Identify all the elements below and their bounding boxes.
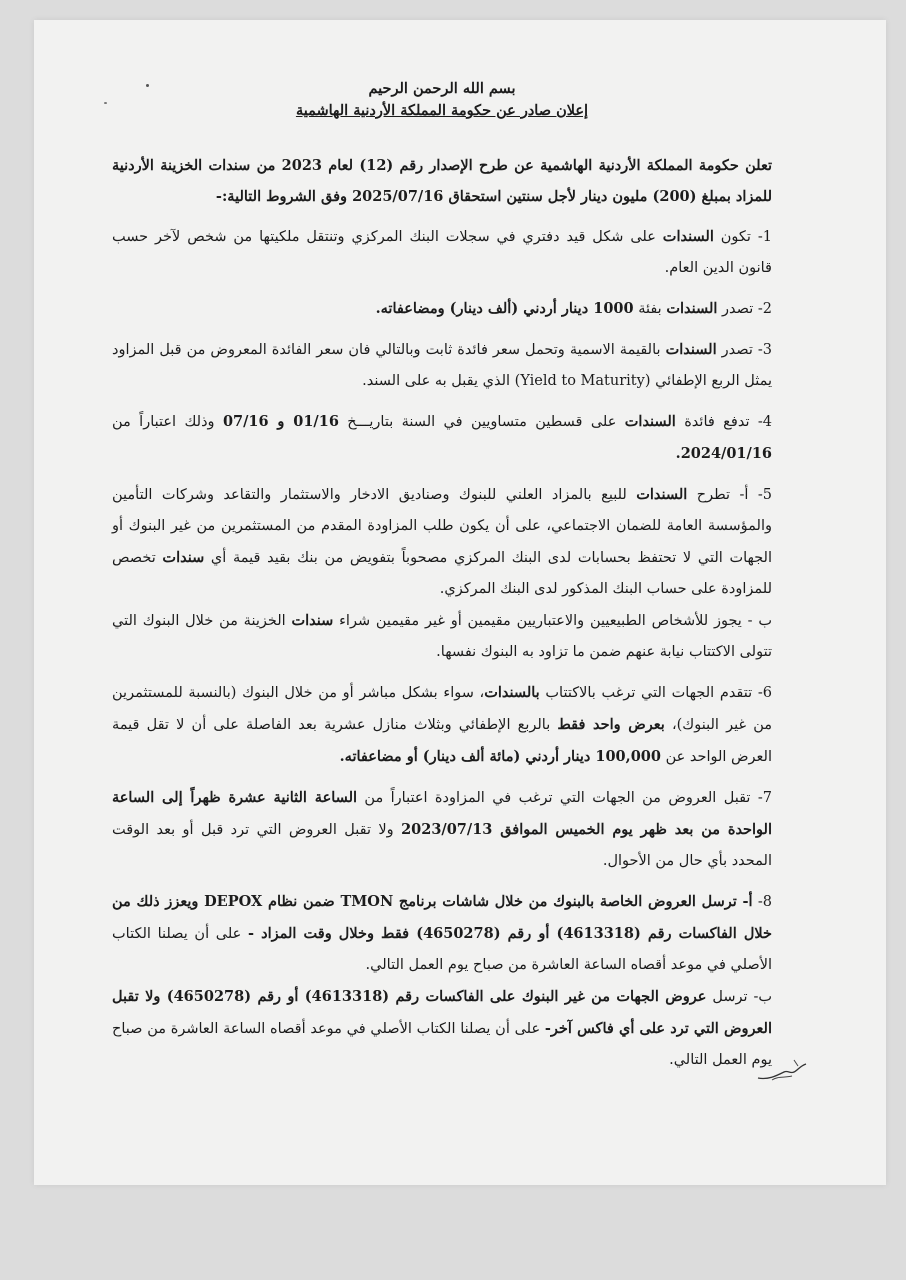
condition-item-2 (112, 293, 772, 325)
item-text-bold: سندات (162, 549, 205, 566)
item-text-bold: 01/16 و 07/16 (222, 413, 339, 430)
item-text: تدفع فائدة (675, 414, 750, 430)
item-number: 2- (753, 301, 772, 317)
item-number: 6- (752, 685, 772, 701)
item-text-bold: السندات (636, 486, 688, 503)
item-text-bold: السندات (665, 341, 717, 358)
item-text: على قسطين متساويين في السنة بتاريـــخ (338, 414, 625, 430)
item-text-bold: بعرض واحد فقط (557, 716, 665, 733)
item-text-bold: السندات (624, 413, 676, 430)
item-number: 4- (749, 414, 772, 430)
item-text: بالربع الإطفائي وبثلاث منازل عشرية بعد الفاصلة على أن لا تقل قيمة العرض الواحد عن (112, 717, 772, 765)
condition-item-8-b (112, 981, 772, 1076)
item-text: تكون (713, 229, 751, 245)
item-text: بالقيمة الاسمية وتحمل سعر فائدة ثابت وبالتالي فان سعر الفائدة المعروض من قبل المزاود يمثل الربع الإطفائي (Yield to Maturity) الذي يقبل به على السند. (112, 342, 772, 389)
item-number: 5- (748, 487, 773, 503)
item-number: 3- (752, 342, 772, 358)
announcement-body (112, 78, 772, 1076)
condition-item-1 (112, 221, 772, 284)
item-text: أ- تطرح (687, 487, 749, 503)
item-number: 8- (752, 894, 772, 910)
item-text-bold: عروض الجهات من غير البنوك على الفاكسات رقم (4613318) أو رقم (4650278) ولا تقبل العروض التي ترد على أي فاكس آخر- (112, 988, 772, 1037)
item-text: وذلك اعتباراً من (112, 414, 223, 430)
item-number: 7- (750, 790, 772, 806)
item-text: تقبل العروض من الجهات التي ترغب في المزاودة اعتباراً من (357, 790, 751, 806)
item-text-bold: الساعة الثانية عشرة ظهراً إلى الساعة الواحدة من بعد ظهر يوم الخميس الموافق 2023/07/13 (112, 789, 772, 838)
item-text-bold: 1000 دينار أردني (ألف دينار) ومضاعفاته. (375, 300, 634, 317)
intro-paragraph: تعلن حكومة المملكة الأردنية الهاشمية عن طرح الإصدار رقم (12) لعام 2023 من سندات الخزينة الأردنية للمزاد بمبلغ (200) مليون دينار لأجل سنتين استحقاق 2025/07/16 وفق الشروط التالية:- (112, 157, 773, 205)
item-text-bold: 2024/01/16. (675, 445, 772, 462)
item-text: ولا تقبل العروض التي ترد قبل أو بعد الوقت المحدد بأي حال من الأحوال. (112, 822, 772, 869)
item-number: 1- (750, 229, 773, 245)
item-text: ، سواء بشكل مباشر أو من خلال البنوك (بالنسبة للمستثمرين من غير البنوك)، (112, 685, 772, 733)
item-text: تصدر (717, 301, 754, 317)
item-text: على شكل قيد دفتري في سجلات البنك المركزي وتنتقل ملكيتها من شخص لآخر حسب قانون الدين العام. (112, 229, 772, 276)
item-text-bold: السندات (662, 228, 714, 245)
document-page (34, 20, 886, 1185)
condition-item-4 (112, 406, 772, 470)
item-text: تخصص للمزاودة على حساب البنك المذكور لدى البنك المركزي. (112, 550, 772, 597)
item-text-bold: 100,000 دينار أردني (مائة ألف دينار) أو مضاعفاته. (339, 748, 661, 765)
item-text: تتقدم الجهات التي ترغب بالاكتتاب (539, 685, 753, 701)
document-header (112, 78, 772, 122)
item-text: على أن يصلنا الكتاب الأصلي في موعد أقصاه الساعة العاشرة من صباح يوم العمل التالي. (112, 926, 772, 973)
condition-item-7 (112, 782, 772, 877)
item-text-bold: السندات (666, 300, 718, 317)
condition-item-5-b (112, 605, 772, 668)
item-text-bold: أ- ترسل العروض الخاصة بالبنوك من خلال شاشات برنامج TMON ضمن نظام DEPOX ويعزز ذلك من خلال الفاكسات رقم (4613318) أو رقم (4650278) فقط وخلال وقت المزاد - (112, 893, 772, 942)
item-text: للبيع بالمزاد العلني للبنوك وصناديق الادخار والاستثمار والتقاعد وشركات التأمين والمؤسسة العامة للضمان الاجتماعي، على أن يكون طلب المزاودة المقدم من المستثمرين من غير البنوك أو الجهات التي لا تحتفظ بحسابات لدى البنك المركزي مصحوباً بتفويض من بنك بقيد قيمة أي (112, 487, 773, 566)
item-text-bold: سندات (291, 612, 334, 629)
condition-item-3 (112, 334, 772, 397)
item-text: ب- ترسل (706, 989, 773, 1005)
item-text: على أن يصلنا الكتاب الأصلي في موعد أقصاه الساعة العاشرة من صباح يوم العمل التالي. (112, 1021, 772, 1068)
basmala: بسم الله الرحمن الرحيم (368, 80, 516, 97)
condition-item-6 (112, 677, 772, 773)
handwritten-signature (754, 1050, 814, 1090)
document-title: إعلان صادر عن حكومة المملكة الأردنية الهاشمية (295, 102, 589, 119)
item-text: ب - يجوز للأشخاص الطبيعيين والاعتباريين مقيمين أو غير مقيمين شراء (333, 613, 772, 629)
item-text-bold: بالسندات (484, 684, 540, 701)
item-text: الخزينة من خلال البنوك التي تتولى الاكتتاب نيابة عنهم ضمن ما تزاود به البنوك نفسها. (112, 613, 772, 660)
condition-item-8 (112, 886, 772, 1076)
scan-speck (104, 102, 107, 104)
item-text: بفئة (633, 301, 667, 317)
item-text: تصدر (716, 342, 753, 358)
condition-item-5 (112, 479, 772, 668)
